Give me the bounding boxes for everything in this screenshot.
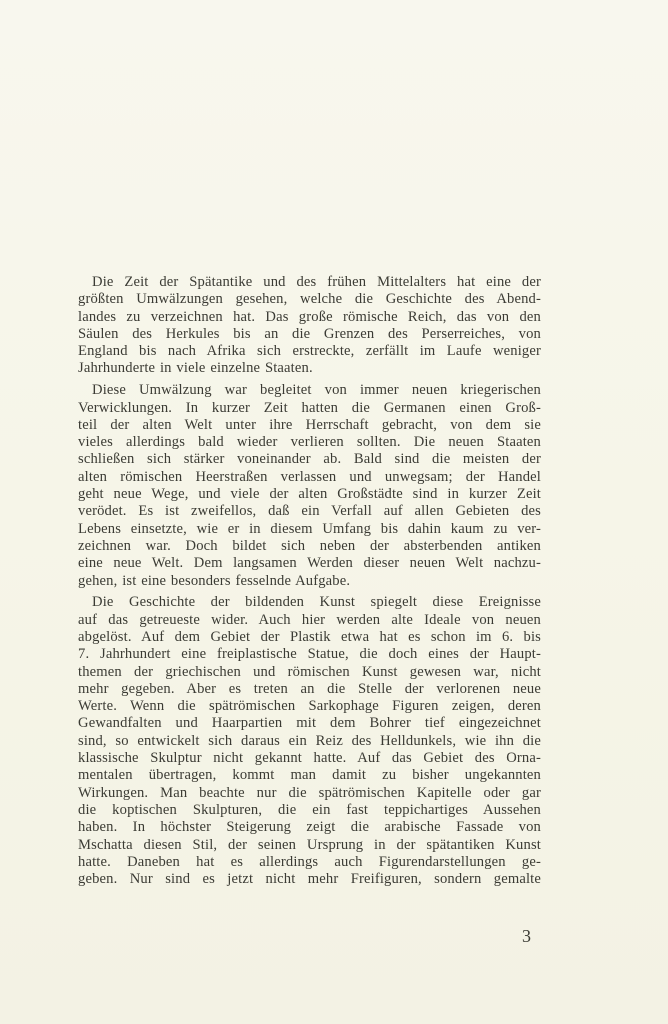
paragraph	[78, 382, 541, 590]
text-line: auf das getreueste wider. Auch hier werden alte Ideale von neuen	[78, 611, 541, 628]
text-line: schließen sich stärker voneinander ab. Bald sind die meisten der	[78, 451, 541, 468]
page-number: 3	[522, 926, 531, 946]
text-line: Die Geschichte der bildenden Kunst spiegelt diese Ereignisse	[92, 594, 541, 611]
text-line: geben. Nur sind es jetzt nicht mehr Freifiguren, sondern gemalte	[78, 871, 541, 888]
text-line: die koptischen Skulpturen, die ein fast teppichartiges Aussehen	[78, 801, 541, 818]
paragraph	[78, 594, 541, 888]
text-line: abgelöst. Auf dem Gebiet der Plastik etwa hat es schon im 6. bis	[78, 628, 541, 645]
text-line: Lebens einsetzte, wie er in diesem Umfang bis dahin kaum zu ver-	[78, 520, 541, 537]
text-line: mentalen übertragen, kommt man damit zu bisher ungekannten	[78, 767, 541, 784]
text-line: alten römischen Heerstraßen verlassen und unwegsam; der Handel	[78, 468, 541, 485]
text-line: größten Umwälzungen gesehen, welche die Geschichte des Abend-	[78, 291, 541, 308]
text-line: eine neue Welt. Dem langsamen Werden dieser neuen Welt nachzu-	[78, 555, 541, 572]
text-line: zeichnen war. Doch bildet sich neben der absterbenden antiken	[78, 537, 541, 554]
text-line: klassische Skulptur nicht gekannt hatte. Auf das Gebiet des Orna-	[78, 750, 541, 767]
text-line: mehr gegeben. Aber es treten an die Stelle der verlorenen neue	[78, 680, 541, 697]
text-line: verödet. Es ist zweifellos, daß ein Verfall auf allen Gebieten des	[78, 503, 541, 520]
text-line: Wirkungen. Man beachte nur die spätrömischen Kapitelle oder gar	[78, 784, 541, 801]
text-line: gehen, ist eine besonders fesselnde Aufgabe.	[78, 572, 351, 589]
text-line: Verwicklungen. In kurzer Zeit hatten die Germanen einen Groß-	[78, 399, 541, 416]
text-line: Gewandfalten und Haarpartien mit dem Bohrer tief eingezeichnet	[78, 715, 541, 732]
paragraph	[78, 274, 541, 378]
text-line: England bis nach Afrika sich erstreckte, zerfällt im Laufe weniger	[78, 343, 541, 360]
text-line: geht neue Wege, und viele der alten Großstädte sind in kurzer Zeit	[78, 486, 541, 503]
text-line: landes zu verzeichnen hat. Das große römische Reich, das von den	[78, 308, 541, 325]
text-line: 7. Jahrhundert eine freiplastische Statue, die doch eines der Haupt-	[78, 646, 541, 663]
text-line: Säulen des Herkules bis an die Grenzen des Perserreiches, von	[78, 325, 541, 342]
text-line: Mschatta diesen Stil, der seinen Ursprung in der spätantiken Kunst	[78, 836, 541, 853]
text-line: Diese Umwälzung war begleitet von immer neuen kriegerischen	[92, 382, 541, 399]
text-line: Werte. Wenn die spätrömischen Sarkophage Figuren zeigen, deren	[78, 698, 541, 715]
text-line: vieles allerdings bald wieder verlieren sollten. Die neuen Staaten	[78, 434, 541, 451]
text-line: Die Zeit der Spätantike und des frühen Mittelalters hat eine der	[92, 274, 541, 290]
text-line: sind, so entwickelt sich daraus ein Reiz des Helldunkels, wie ihn die	[78, 732, 541, 749]
text-line: teil der alten Welt unter ihre Herrschaft gebracht, von dem sie	[78, 416, 541, 433]
text-line: haben. In höchster Steigerung zeigt die arabische Fassade von	[78, 819, 541, 836]
text-line: Jahrhunderte in viele einzelne Staaten.	[78, 360, 313, 377]
text-line: hatte. Daneben hat es allerdings auch Figurendarstellungen ge-	[78, 853, 541, 870]
body-text	[78, 274, 541, 893]
text-line: themen der griechischen und römischen Kunst gewesen war, nicht	[78, 663, 541, 680]
